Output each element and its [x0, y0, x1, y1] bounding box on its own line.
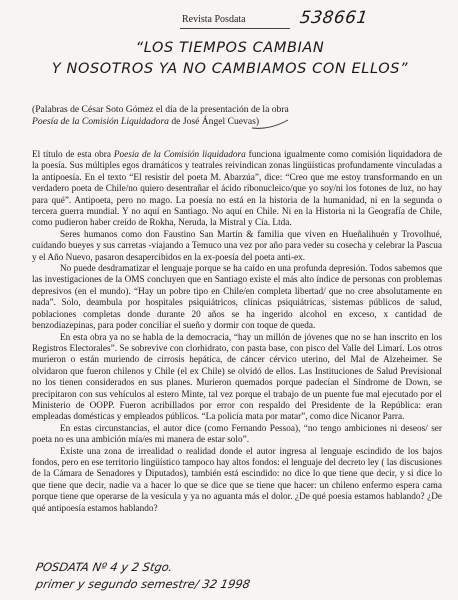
paragraph-6: Existe una zona de irrealidad o realidad donde el autor ingresa al lenguaje escindido de los bajos fondos, pero en ese territorio lingüístico tampoco hay altos fondos: el lenguaje del decreto ley ( las discusiones de la Cámara de Senadores y Diputados), también está escindido: no dice lo que tiene que decir, y si dice lo que tiene que decir, nadie va a hacer lo que se dice que se tiene que hacer: un chileno enfermo espera cama porque tiene que operarse de la vesícula y ya no aguanta más el dolor. ¿De qué poesía estamos hablando? ¿De qué antipoesía estamos hablando?: [32, 446, 442, 514]
title-line-1: “LOS TIEMPOS CAMBIAN: [135, 40, 325, 56]
intro-line-1: (Palabras de César Soto Gómez el día de la presentación de la obra: [32, 104, 289, 115]
paragraph-3: No puede desdramatizar el lenguaje porque se ha caído en una profunda depresión. Todos sabemos que las investigaciones de la OMS concluyen que en Santiago existe el más alto índice de personas con problemas depresivos (en el mundo). “Hay un pobre tipo en Chile/en completa libertad/ que no cree absolutamente en nada”. Solo, deambula por hospitales psiquiátricos, clínicas psiquiátricas, sistemas públicos de salud, poblaciones completas donde durante 20 años se ha ingerido alcohol en exceso, x cantidad de benzodiazepinas, para poder conciliar el sueño y dormir con toque de queda.: [32, 264, 442, 332]
inline-book-title: Poesía de la Comisión liquidadora: [113, 150, 246, 160]
paragraph-5: En estas circunstancias, el autor dice (como Fernando Pessoa), “no tengo ambiciones ni deseos/ ser poeta no es una ambición mía/es mi manera de estar solo”.: [32, 423, 442, 446]
intro-note: [32, 104, 442, 128]
journal-header: Revista Posdata: [182, 14, 246, 25]
intro-author: de José Ángel Cuevas): [168, 116, 260, 127]
intro-line-2: [32, 116, 442, 128]
article-body: [32, 150, 442, 515]
pen-underline-mark: [250, 118, 290, 130]
paragraph-2: Seres humanos como don Faustino San Martín & familia que viven en Hueñalihuén y Trovolhué, cuidando bueyes y sus carretas -viajando a Temuco una vez por año para veder su cosecha y celebrar la Pascua y el Año Nuevo, pasaron desapercibidos en la ex-poesía del poeta anti-ex.: [32, 229, 442, 263]
title-line-2: Y NOSOTROS YA NO CAMBIAMOS CON ELLOS”: [51, 61, 409, 77]
handwritten-source-line-1: POSDATA Nº 4 y 2 Stgo.: [34, 560, 174, 574]
intro-book-title: Poesía de la Comisión Liquidadora: [32, 116, 169, 127]
paragraph-4: En esta obra ya no se habla de la democracia, “hay un millón de jóvenes que no se han inscrito en los Registros Electorales”. Se sobrevive con clorhidrato, con pasta base, con pisco del Valle del Limarí. Los otros murieron o están muriendo de cirrosis hepática, de cáncer cérvico uterino, del Mal de Alzeheimer. Se olvidaron que fueron chilenos y Chile (el ex Chile) se olvidó de ellos. Las Instituciones de Salud Previsional no los tienen considerados en sus planes. Murieron quemados porque padecían el Síndrome de Down, se precipitaron con sus vehículos al estero Minte, tal vez porque el trabajo de un puente fue mal ejecutado por el Ministerio de OOPP. Fueron acribillados por error con respaldo del Presidente de la República: eran empleadas domésticas y empleados públicos. “La policía mata por matar”, como dice Nicanor Parra.: [32, 332, 442, 423]
article-title: [30, 38, 430, 80]
handwritten-source-line-2: primer y segundo semestre/ 32 1998: [34, 577, 252, 591]
header-rule: [180, 28, 290, 29]
paragraph-1: El título de esta obra Poesía de la Comisión liquidadora funciona igualmente como comisión liquidadora de la poesía. Sus múltiples egos dramáticos y teatrales reivindican zonas lingüísticas profundamente vinculadas a la antipoesía. En el texto “El resistir del poeta M. Abarzúa”, dice: “Creo que me estoy transformando en un verdadero poeta de Chile/no quiero desentrañar el ácido ribonucleico/que yo soy/ni los fotones de luz, no hay para qué”. Antipoeta, pero no mago. La poesía no está en la historia de la humanidad, ni en la segunda o tercera guerra mundial. Y no aquí en Santiago. No aquí en Chile. Ni en la Historia ni la Geografía de Chile, como pudieron haber creído de Rokha, Neruda, la Mistral y Cía. Ltda.: [32, 150, 443, 229]
handwritten-catalog-number: 538661: [298, 8, 370, 28]
